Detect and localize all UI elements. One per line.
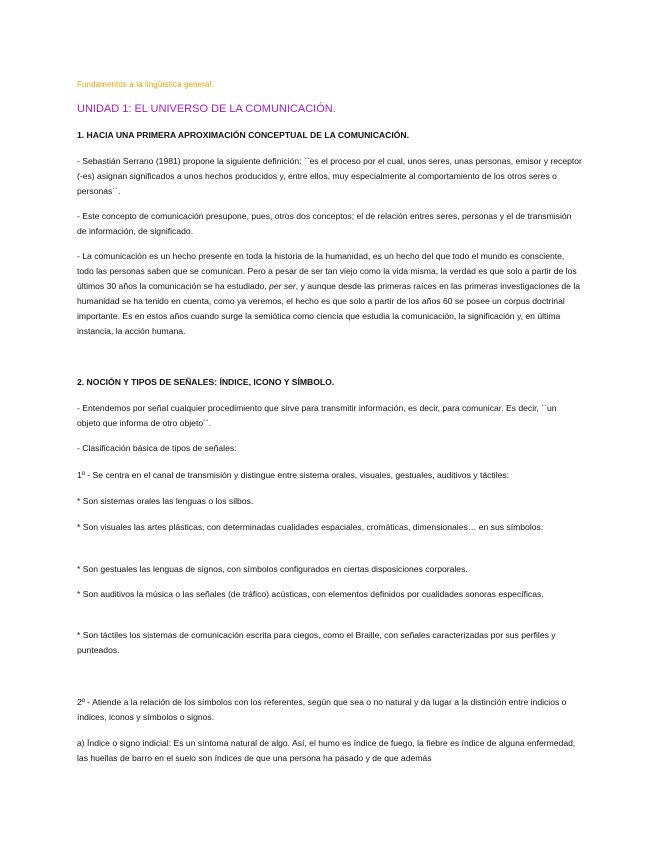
section1-heading: 1. HACIA UNA PRIMERA APROXIMACIÓN CONCEPTUAL DE LA COMUNICACIÓN.: [77, 130, 409, 140]
section2-paragraph-3: 1º - Se centra en el canal de transmisión y distingue entre sistema orales, visuales, gestuales, auditivos y táctiles:: [77, 470, 510, 480]
bullet-tactil: * Son táctiles los sistemas de comunicación escrita para ciegos, como el Braille, con señales caracterizadas por sus perfiles y punteados.: [77, 630, 556, 655]
section1-paragraph-1: - Sebastián Serrano (1981) propone la siguiente definición: ``es el proceso por el cual, unos seres, unas personas, emisor y receptor (-es) asignan significados a unos hechos producidos y, entre ellos, muy especialmente al comportamiento de los otros seres o personas´´.: [77, 156, 582, 196]
p3-text-a: - La comunicación es un hecho presente en toda la historia de la humanidad, es un hecho del que todo el mundo es consciente, todo las personas saben que se comunican. Pero a pesar de ser tan viejo como la vida misma, la verdad es que solo a partir de los últimos 30 años la comunicación se ha estudiado,: [77, 251, 577, 291]
section2-paragraph-1: - Entendemos por señal cualquier procedimiento que sirve para transmitir información, es decir, para comunicar. Es decir, ``un objeto que informa de otro objeto´´.: [77, 403, 557, 428]
p3-italic: per ser: [269, 281, 296, 291]
section2-heading: 2. NOCIÓN Y TIPOS DE SEÑALES: ÍNDICE, ICONO Y SÍMBOLO.: [77, 377, 335, 387]
section2-paragraph-4: 2º - Atiende a la relación de los símbolos con los referentes, según que sea o no natural y da lugar a la distinción entre indicios o índices, iconos y símbolos o signos.: [77, 697, 567, 722]
unit-title: UNIDAD 1: EL UNIVERSO DE LA COMUNICACIÓN.: [77, 103, 336, 115]
bullet-auditivo: * Son auditivos la música o las señales (de tráfico) acústicas, con elementos definidos por cualidades sonoras específicas.: [77, 589, 544, 599]
section2-paragraph-5: a) Índice o signo indicial: Es un síntoma natural de algo. Así, el humo es índice de fuego, la fiebre es índice de alguna enfermedad, las huellas de barro en el suelo son índices de que una persona ha pasado y de que además: [77, 738, 576, 763]
section1-paragraph-2: - Este concepto de comunicación presupone, pues, otros dos conceptos; el de relación entres seres, personas y el de transmisión de información, de significado.: [77, 211, 572, 236]
section2-paragraph-2: - Clasificación básica de tipos de señales:: [77, 443, 237, 453]
bullet-gestual: * Son gestuales las lenguas de signos, con símbolos configurados en ciertas disposiciones corporales.: [77, 564, 468, 574]
bullet-visual: * Son visuales las artes plásticas, con determinadas cualidades espaciales, cromáticas, dimensionales… en sus símbolos.: [77, 522, 544, 532]
document-header: Fundamentos a la lingüística general.: [77, 80, 214, 89]
bullet-oral: * Son sistemas orales las lenguas o los silbos.: [77, 496, 254, 506]
section1-paragraph-3: [77, 249, 582, 339]
p3-text-b: , y aunque desde las primeras raíces en las primeras investigaciones de la humanidad se ha tenido en cuenta, como ya veremos, el hecho es que solo a partir de los años 60 se posee un corpus doctrinal importante. Es en estos años cuando surge la semiótica como ciencia que estudia la comunicación, la significación y, en última instancia, la acción humana.: [77, 281, 581, 336]
